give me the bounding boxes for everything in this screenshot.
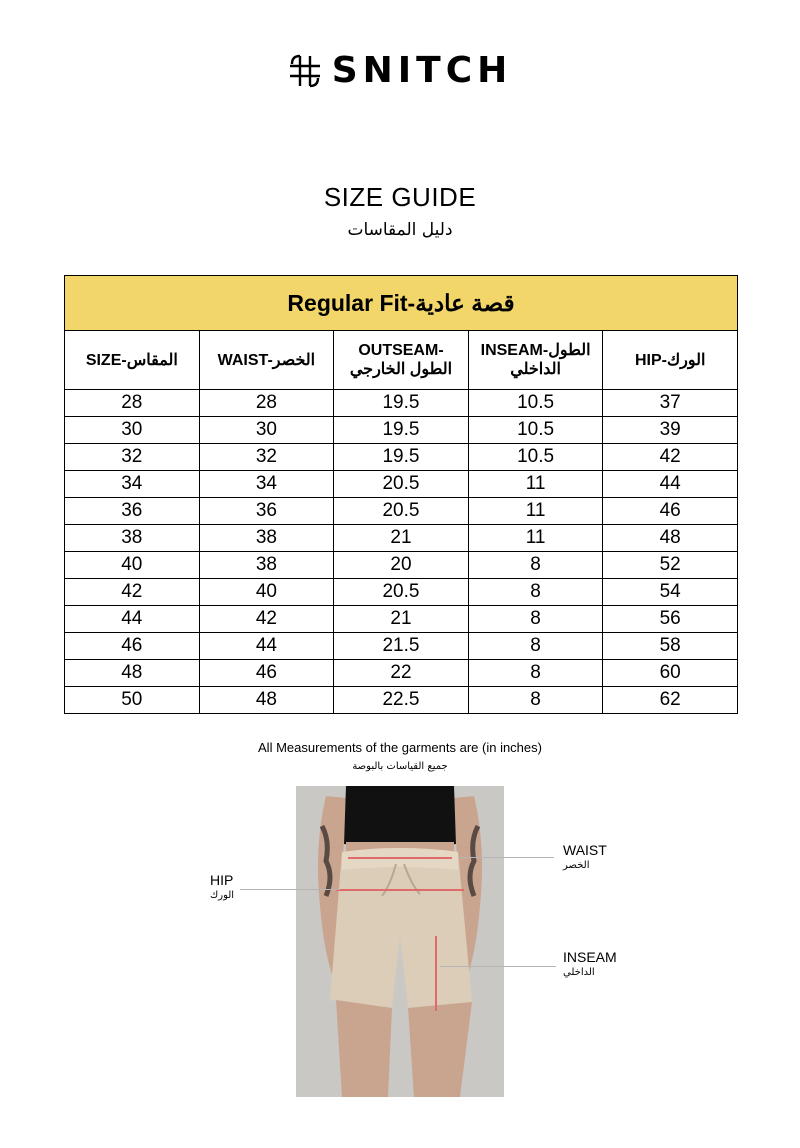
measurement-note-arabic: جميع القياسات بالبوصة: [352, 761, 448, 772]
table-cell: 20.5: [334, 579, 469, 606]
table-row: [65, 579, 738, 606]
hip-label-arabic: الورك: [210, 890, 235, 901]
table-cell: 48: [65, 660, 200, 687]
table-cell: 30: [65, 417, 200, 444]
column-header-line2: الداخلي: [510, 361, 561, 378]
table-cell: 32: [65, 444, 200, 471]
table-cell: 32: [199, 444, 334, 471]
waist-label-arabic: الخصر: [563, 860, 590, 871]
table-cell: 10.5: [468, 417, 603, 444]
table-row: [65, 687, 738, 714]
table-cell: 28: [65, 390, 200, 417]
waist-label: WAIST: [563, 842, 607, 858]
table-cell: 50: [65, 687, 200, 714]
table-row: [65, 660, 738, 687]
table-cell: 44: [199, 633, 334, 660]
table-cell: 46: [199, 660, 334, 687]
table-row: [65, 417, 738, 444]
column-header-line1: WAIST-الخصر: [217, 351, 316, 369]
table-cell: 40: [199, 579, 334, 606]
table-cell: 38: [199, 525, 334, 552]
column-header: [65, 331, 200, 390]
table-row: [65, 390, 738, 417]
brand-logo: [0, 50, 800, 91]
inseam-label: INSEAM: [563, 949, 617, 965]
page-title: SIZE GUIDE: [323, 182, 477, 212]
table-cell: 19.5: [334, 444, 469, 471]
table-cell: 62: [603, 687, 738, 714]
hash-knot-icon: [288, 54, 322, 88]
column-header: [603, 331, 738, 390]
table-cell: 44: [65, 606, 200, 633]
table-cell: 42: [199, 606, 334, 633]
column-header: [199, 331, 334, 390]
table-cell: 36: [65, 498, 200, 525]
page-subtitle: دليل المقاسات: [347, 220, 453, 240]
table-row: [65, 498, 738, 525]
model-photo: [296, 786, 504, 1097]
table-cell: 40: [65, 552, 200, 579]
table-cell: 20.5: [334, 498, 469, 525]
table-cell: 42: [65, 579, 200, 606]
table-cell: 58: [603, 633, 738, 660]
table-cell: 8: [468, 633, 603, 660]
table-cell: 19.5: [334, 390, 469, 417]
table-cell: 8: [468, 552, 603, 579]
table-cell: 22: [334, 660, 469, 687]
measurement-note: All Measurements of the garments are (in inches): [258, 740, 542, 755]
inseam-label-arabic: الداخلي: [563, 967, 595, 978]
table-cell: 38: [199, 552, 334, 579]
table-cell: 21.5: [334, 633, 469, 660]
table-cell: 8: [468, 687, 603, 714]
table-cell: 11: [468, 471, 603, 498]
table-cell: 34: [65, 471, 200, 498]
table-cell: 56: [603, 606, 738, 633]
table-cell: 21: [334, 606, 469, 633]
table-cell: 38: [65, 525, 200, 552]
table-cell: 11: [468, 525, 603, 552]
table-cell: 46: [65, 633, 200, 660]
table-cell: 48: [603, 525, 738, 552]
table-row: [65, 633, 738, 660]
header-row: [65, 331, 738, 390]
column-header: [334, 331, 469, 390]
table-cell: 54: [603, 579, 738, 606]
table-cell: 46: [603, 498, 738, 525]
table-cell: 48: [199, 687, 334, 714]
table-cell: 10.5: [468, 444, 603, 471]
table-body: [65, 390, 738, 714]
table-cell: 44: [603, 471, 738, 498]
table-cell: 8: [468, 660, 603, 687]
table-row: [65, 525, 738, 552]
column-header-line1: INSEAM-الطول: [480, 342, 591, 359]
table-row: [65, 552, 738, 579]
hip-label: HIP: [210, 872, 234, 888]
column-header-line1: HIP-الورك: [634, 351, 706, 369]
table-cell: 21: [334, 525, 469, 552]
column-header-line1: OUTSEAM-: [358, 342, 444, 359]
table-cell: 60: [603, 660, 738, 687]
column-header-line1: SIZE-المقاس: [85, 351, 178, 369]
table-cell: 11: [468, 498, 603, 525]
column-header-line2: الطول الخارجي: [349, 361, 453, 378]
table-cell: 37: [603, 390, 738, 417]
brand-name: SNITCH: [331, 50, 513, 91]
table-cell: 30: [199, 417, 334, 444]
fit-row: [65, 276, 738, 331]
table-row: [65, 471, 738, 498]
table-cell: 8: [468, 579, 603, 606]
table-cell: 22.5: [334, 687, 469, 714]
table-cell: 34: [199, 471, 334, 498]
table-cell: 8: [468, 606, 603, 633]
fit-label: Regular Fit-قصة عادية: [65, 276, 738, 331]
table-cell: 28: [199, 390, 334, 417]
table-cell: 20: [334, 552, 469, 579]
table-cell: 42: [603, 444, 738, 471]
table-row: [65, 606, 738, 633]
column-header: [468, 331, 603, 390]
table-cell: 39: [603, 417, 738, 444]
table-cell: 36: [199, 498, 334, 525]
table-cell: 10.5: [468, 390, 603, 417]
table-cell: 52: [603, 552, 738, 579]
table-cell: 19.5: [334, 417, 469, 444]
size-table: [64, 275, 738, 714]
table-cell: 20.5: [334, 471, 469, 498]
table-row: [65, 444, 738, 471]
